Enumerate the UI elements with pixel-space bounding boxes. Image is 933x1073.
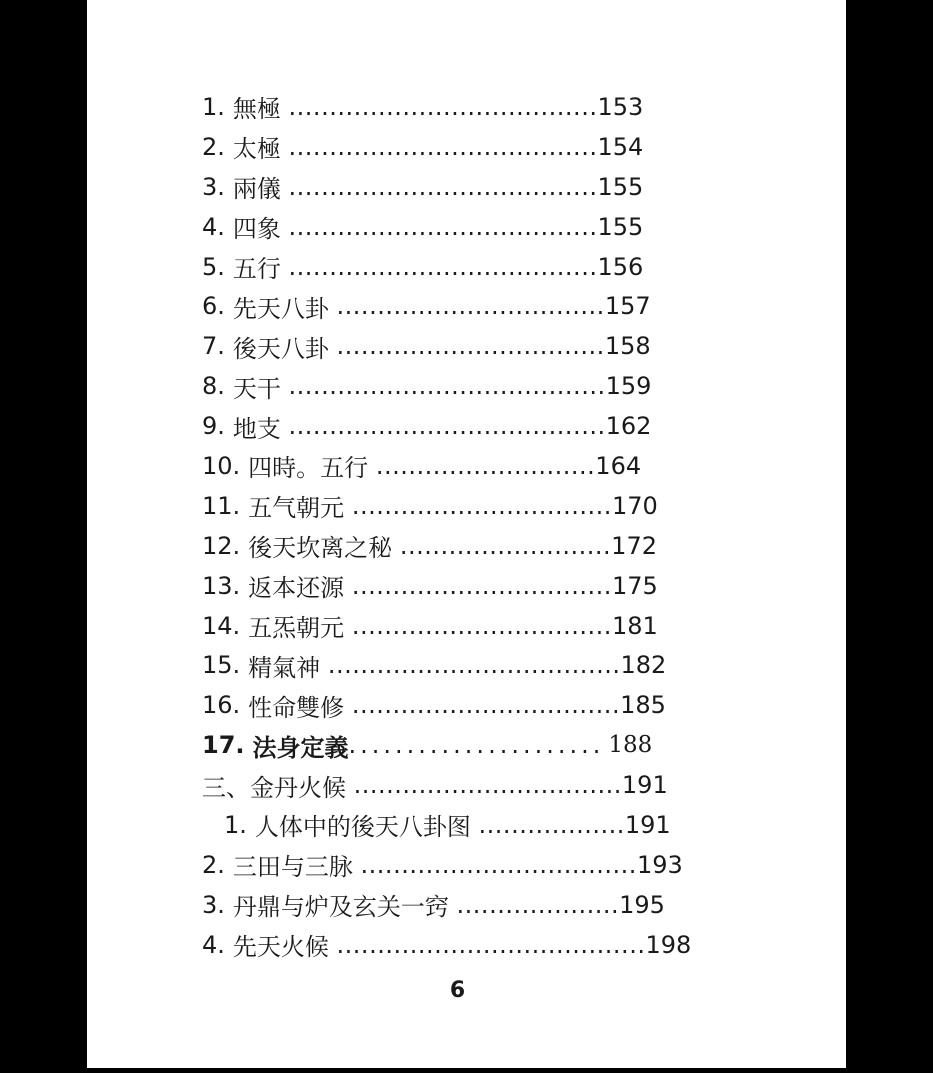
toc-title: 先天火候 <box>232 933 329 962</box>
toc-title: 太極 <box>232 135 281 164</box>
table-of-contents <box>202 87 691 965</box>
toc-number: 16. <box>202 691 241 720</box>
toc-title: 人体中的後天八卦图 <box>254 813 471 842</box>
toc-number: 3. <box>202 890 225 919</box>
toc-page-number: 154 <box>597 132 644 161</box>
toc-entry <box>202 606 691 646</box>
toc-entry <box>202 566 691 606</box>
toc-number: 12. <box>202 531 241 560</box>
toc-number: 5. <box>202 252 225 281</box>
toc-title: 丹鼎与炉及玄关一窍 <box>232 893 449 922</box>
toc-leader: ................................ <box>351 491 612 520</box>
toc-title: 精氣神 <box>248 653 321 682</box>
toc-title: 兩儀 <box>232 175 281 204</box>
toc-number: 11. <box>202 491 241 520</box>
toc-leader: ........................... <box>375 451 596 480</box>
toc-entry <box>202 925 691 965</box>
toc-leader: ................................. <box>351 691 621 720</box>
toc-leader: ...................... <box>348 731 605 760</box>
toc-leader: ...................................... <box>288 92 598 121</box>
toc-entry <box>202 326 691 366</box>
toc-page-number: 164 <box>595 451 642 480</box>
toc-title: 無極 <box>232 95 281 124</box>
toc-page-number: 170 <box>611 491 658 520</box>
toc-leader: ...................................... <box>336 930 646 959</box>
toc-title: 三、金丹火候 <box>202 773 346 802</box>
toc-title: 三田与三脉 <box>232 853 353 882</box>
toc-title: 天干 <box>232 374 281 403</box>
toc-title: 五行 <box>232 255 281 283</box>
toc-number: 17. <box>202 731 245 760</box>
toc-leader: ....................................... <box>288 412 606 441</box>
toc-page-number: 153 <box>597 92 644 121</box>
toc-page-number: 182 <box>620 651 667 680</box>
toc-number: 4. <box>202 930 225 959</box>
document-page <box>87 0 846 1068</box>
toc-page-number: 198 <box>645 930 692 959</box>
toc-number: 14. <box>202 611 241 640</box>
toc-entry <box>202 87 691 127</box>
toc-leader: ...................................... <box>288 212 598 241</box>
toc-title: 後天坎离之秘 <box>248 534 393 563</box>
toc-title: 性命雙修 <box>248 693 345 722</box>
toc-page-number: 155 <box>597 172 644 201</box>
toc-number: 7. <box>202 332 225 361</box>
toc-page-number: 191 <box>621 771 668 800</box>
toc-entry <box>202 366 691 406</box>
toc-title: 五炁朝元 <box>248 614 345 643</box>
toc-title: 先天八卦 <box>232 294 329 323</box>
toc-entry <box>202 885 691 925</box>
toc-leader: .................... <box>456 890 620 919</box>
toc-number: 10. <box>202 451 241 480</box>
toc-entry <box>202 685 691 725</box>
toc-title: 四象 <box>232 215 281 244</box>
page-number: 6 <box>449 978 466 1003</box>
toc-page-number: 188 <box>608 732 653 759</box>
toc-leader: .......................... <box>399 531 612 560</box>
toc-leader: ...................................... <box>288 252 598 281</box>
toc-entry <box>202 725 691 765</box>
toc-page-number: 162 <box>605 412 652 441</box>
toc-number: 8. <box>202 372 225 401</box>
toc-number: 3. <box>202 172 225 201</box>
toc-title: 返本还源 <box>248 574 345 603</box>
toc-entry <box>202 127 691 167</box>
toc-entry <box>202 805 691 845</box>
toc-number: 15. <box>202 651 241 680</box>
toc-number: 1. <box>224 810 247 839</box>
toc-leader: ................................. <box>353 771 622 800</box>
toc-number: 1. <box>202 92 225 121</box>
toc-leader: ...................................... <box>288 132 598 161</box>
toc-page-number: 175 <box>611 571 658 600</box>
toc-leader: .................................. <box>360 850 637 879</box>
toc-page-number: 172 <box>611 531 657 560</box>
toc-leader: ....................................... <box>288 372 606 401</box>
toc-page-number: 191 <box>624 810 671 839</box>
toc-leader: ................................. <box>336 332 605 361</box>
toc-section-heading <box>202 765 691 805</box>
toc-entry <box>202 486 691 526</box>
toc-title: 後天八卦 <box>232 334 329 363</box>
toc-entry <box>202 845 691 885</box>
toc-entry <box>202 645 691 685</box>
toc-entry <box>202 286 691 326</box>
toc-leader: ...................................... <box>288 172 598 201</box>
toc-number: 2. <box>202 132 225 161</box>
toc-page-number: 159 <box>605 372 652 401</box>
toc-leader: ................................ <box>351 571 612 600</box>
toc-number: 9. <box>202 412 225 441</box>
toc-page-number: 155 <box>597 212 644 241</box>
toc-number: 13. <box>202 571 241 600</box>
toc-page-number: 158 <box>604 332 651 361</box>
toc-entry <box>202 446 691 486</box>
toc-entry <box>202 526 691 566</box>
toc-page-number: 193 <box>636 850 683 879</box>
toc-page-number: 181 <box>611 611 658 640</box>
toc-entry <box>202 247 691 287</box>
toc-title: 地支 <box>232 414 281 443</box>
toc-number: 2. <box>202 850 225 879</box>
toc-title: 法身定義 <box>252 733 349 762</box>
toc-leader: ................................. <box>336 292 605 321</box>
toc-number: 6. <box>202 292 225 321</box>
toc-leader: .................................... <box>327 651 621 680</box>
toc-number: 4. <box>202 212 225 241</box>
toc-title: 四時。五行 <box>248 454 369 483</box>
toc-page-number: 185 <box>620 691 666 720</box>
toc-entry <box>202 167 691 207</box>
toc-title: 五气朝元 <box>248 494 345 523</box>
toc-leader: ................................ <box>351 611 612 640</box>
toc-entry <box>202 406 691 446</box>
toc-entry <box>202 207 691 247</box>
toc-leader: .................. <box>478 810 625 839</box>
toc-page-number: 157 <box>604 292 651 321</box>
toc-page-number: 195 <box>619 890 665 919</box>
toc-page-number: 156 <box>597 252 644 281</box>
